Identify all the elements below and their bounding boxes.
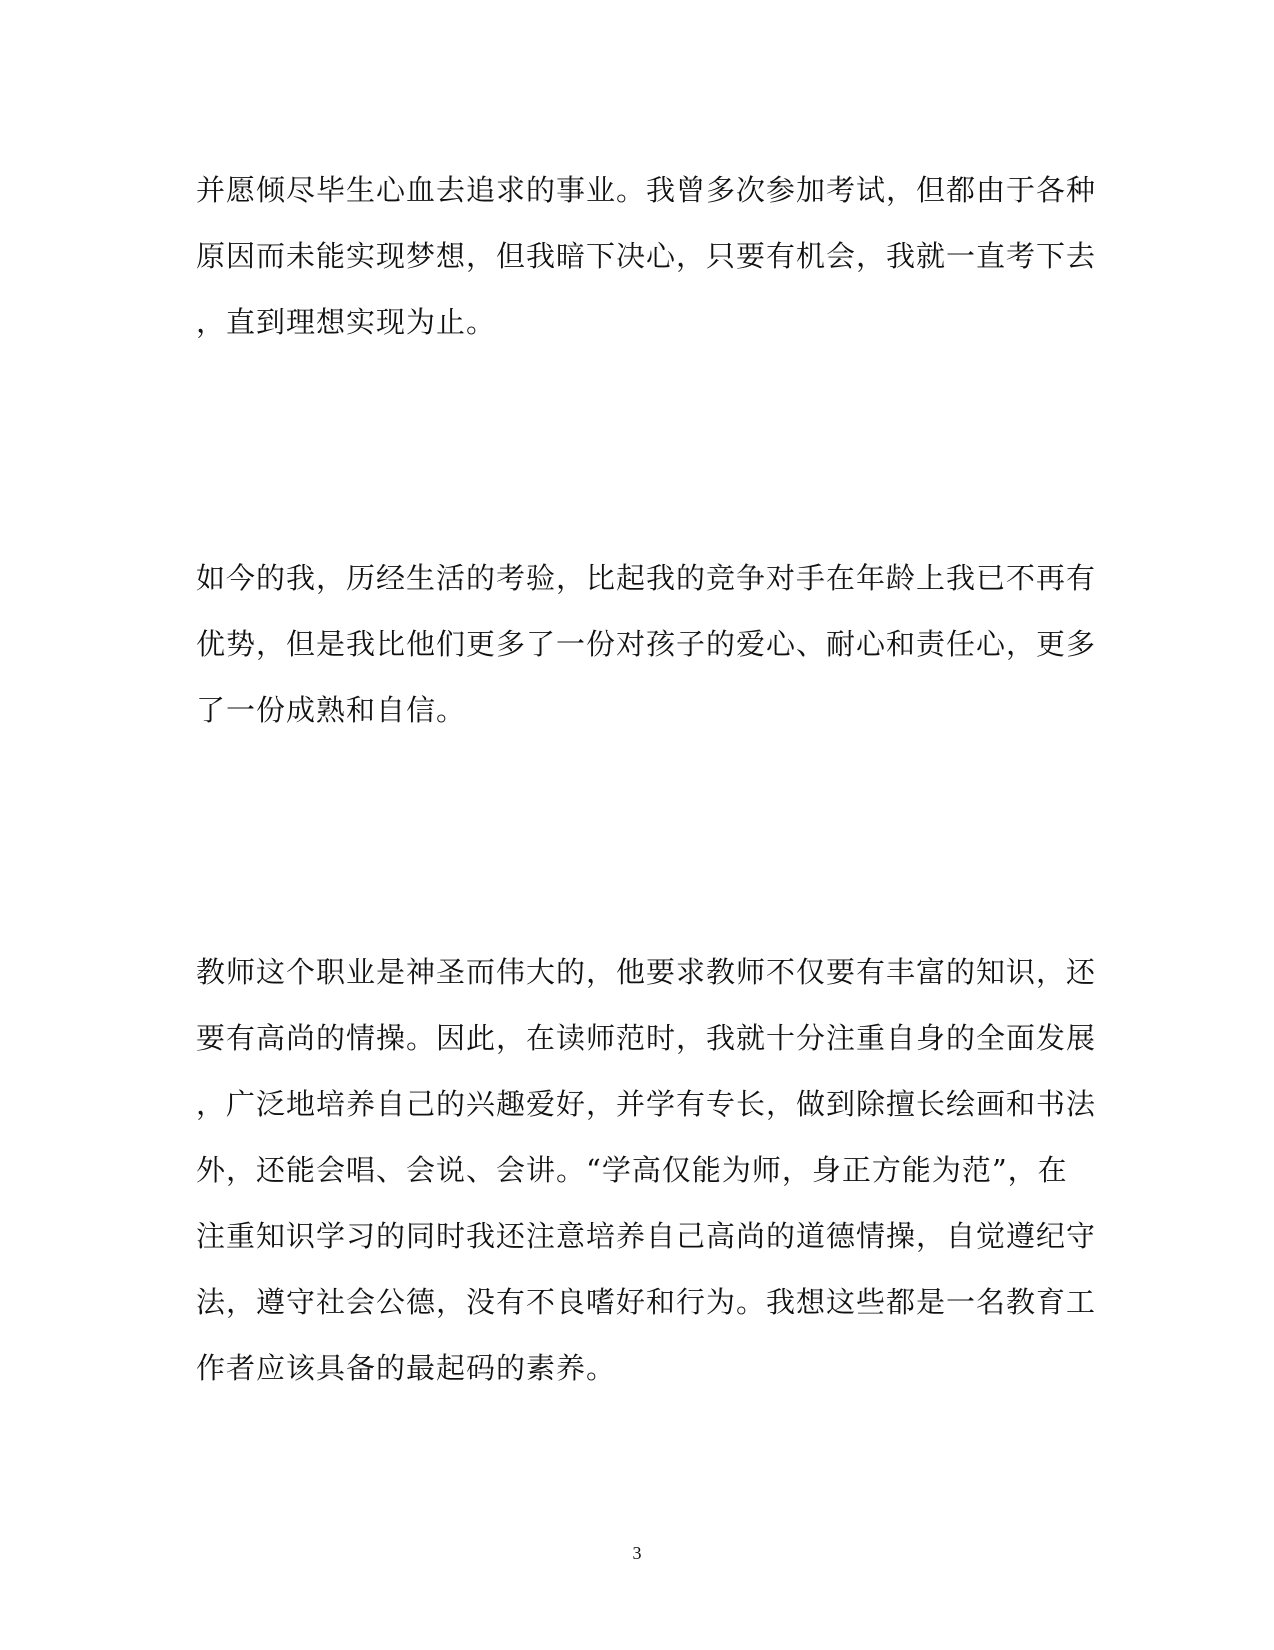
- page-number: 3: [632, 1543, 642, 1563]
- paragraph-line: 要有高尚的情操。因此，在读师范时，我就十分注重自身的全面发展: [196, 1021, 1097, 1055]
- paragraph-2: [196, 545, 1097, 743]
- paragraph-line: 作者应该具备的最起码的素养。: [196, 1351, 617, 1385]
- paragraph-line: ，直到理想实现为止。: [196, 305, 497, 339]
- paragraph-line: 了一份成熟和自信。: [196, 693, 467, 727]
- paragraph-line: 如今的我，历经生活的考验，比起我的竞争对手在年龄上我已不再有: [196, 561, 1097, 595]
- paragraph-3: [196, 939, 1097, 1401]
- paragraph-line: 教师这个职业是神圣而伟大的，他要求教师不仅要有丰富的知识，还: [196, 955, 1097, 989]
- paragraph-line: 优势，但是我比他们更多了一份对孩子的爱心、耐心和责任心，更多: [196, 627, 1097, 661]
- paragraph-line: 原因而未能实现梦想，但我暗下决心，只要有机会，我就一直考下去: [196, 239, 1097, 273]
- paragraph-line: 外，还能会唱、会说、会讲。“学高仅能为师，身正方能为范”，在: [196, 1153, 1068, 1187]
- paragraph-line: 注重知识学习的同时我还注意培养自己高尚的道德情操，自觉遵纪守: [196, 1219, 1097, 1253]
- paragraph-1: [196, 157, 1097, 355]
- paragraph-line: 法，遵守社会公德，没有不良嗜好和行为。我想这些都是一名教育工: [196, 1285, 1097, 1319]
- paragraph-line: ，广泛地培养自己的兴趣爱好，并学有专长，做到除擅长绘画和书法: [196, 1087, 1097, 1121]
- paragraph-line: 并愿倾尽毕生心血去追求的事业。我曾多次参加考试，但都由于各种: [196, 173, 1097, 207]
